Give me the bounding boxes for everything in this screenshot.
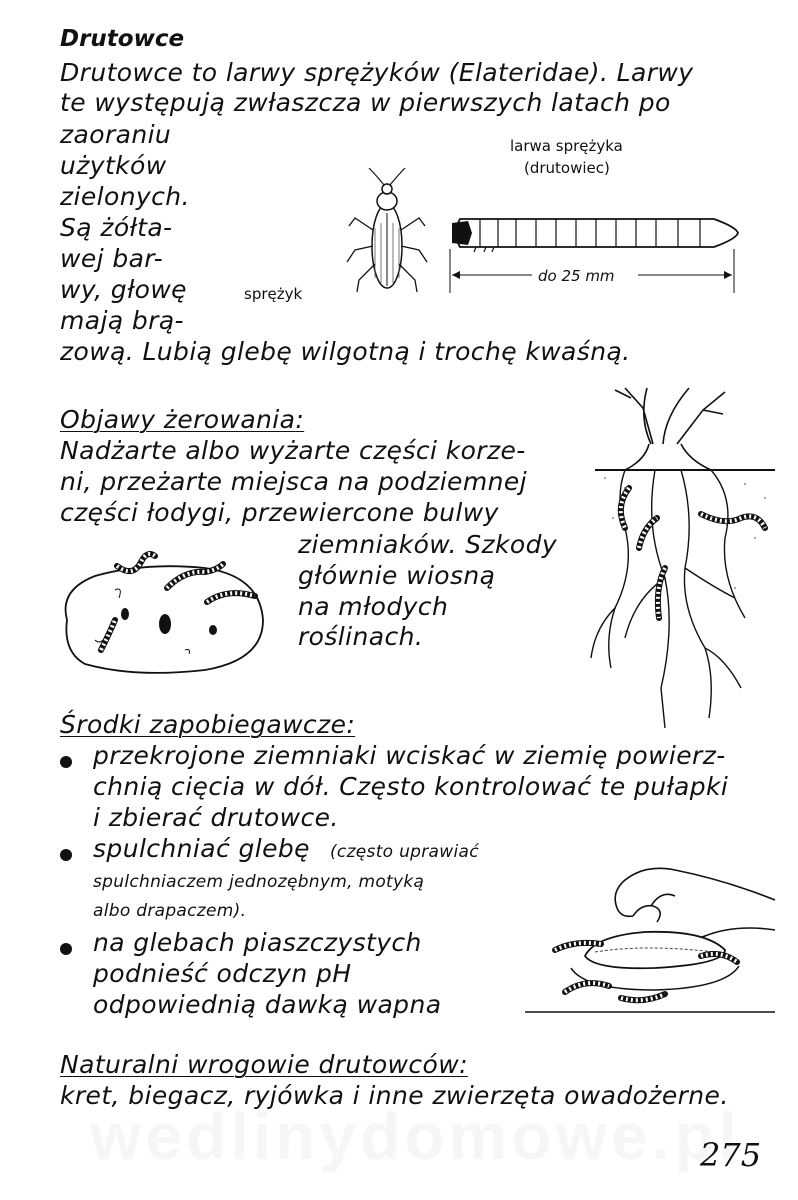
section-title: Drutowce xyxy=(60,26,185,52)
symptoms-indented-4: roślinach. xyxy=(298,622,424,651)
enemies-heading: Naturalni wrogowie drutowców: xyxy=(60,1050,468,1079)
intro-last-line: zową. Lubią glebę wilgotną i trochę kwaśną. xyxy=(60,337,631,366)
larva-label-line-1: larwa sprężyka xyxy=(510,137,623,155)
symptoms-line-1: Nadżarte albo wyżarte części korze- xyxy=(60,436,526,465)
larva-label-line-2: (drutowiec) xyxy=(524,159,610,177)
bullet-1-marker xyxy=(60,756,72,768)
bullet-1-line-1: przekrojone ziemniaki wciskać w ziemię powierz- xyxy=(93,741,726,770)
bullet-2-note-line-2: spulchniaczem jednozębnym, motyką xyxy=(93,872,425,892)
plant-roots-drawing xyxy=(585,388,785,728)
page-number: 275 xyxy=(700,1136,762,1174)
intro-narrow-4: Są żółta- xyxy=(60,213,173,242)
bullet-2-marker xyxy=(60,849,72,861)
beetle-label: sprężyk xyxy=(244,285,303,303)
intro-narrow-1: zaoraniu xyxy=(60,120,172,149)
symptoms-indented-3: na młodych xyxy=(298,592,449,621)
intro-line-1: Drutowce to larwy sprężyków (Elateridae). Larwy xyxy=(60,58,694,87)
dimension-label: do 25 mm xyxy=(538,267,615,285)
watermark xyxy=(90,1098,741,1174)
enemies-text: kret, biegacz, ryjówka i inne zwierzęta owadożerne. xyxy=(60,1081,729,1110)
symptoms-heading: Objawy żerowania: xyxy=(60,405,305,434)
bullet-3-line-3: odpowiednią dawką wapna xyxy=(93,990,442,1019)
intro-line-2: te występują zwłaszcza w pierwszych latach po xyxy=(60,88,671,117)
symptoms-indented-2: głównie wiosną xyxy=(298,561,496,590)
bullet-3-marker xyxy=(60,943,72,955)
bullet-2-main: spulchniać glebę xyxy=(93,834,310,863)
damaged-potato-drawing xyxy=(55,560,270,680)
bullet-2-note-line-3: albo drapaczem). xyxy=(93,901,247,921)
intro-narrow-3: zielonych. xyxy=(60,182,190,211)
bullet-1-line-2: chnią cięcia w dół. Często kontrolować te pułapki xyxy=(93,772,729,801)
intro-narrow-6: wy, głowę xyxy=(60,275,187,304)
bullet-3-line-1: na glebach piaszczystych xyxy=(93,928,422,957)
prevention-heading: Środki zapobiegawcze: xyxy=(60,710,356,739)
symptoms-indented-1: ziemniaków. Szkody xyxy=(298,530,558,559)
bullet-3-line-2: podnieść odczyn pH xyxy=(93,959,352,988)
bullet-2-note-line-1: (często uprawiać xyxy=(330,842,479,862)
bullet-1-line-3: i zbierać drutowce. xyxy=(93,803,339,832)
intro-narrow-2: użytków xyxy=(60,151,167,180)
click-beetle-drawing xyxy=(335,168,445,308)
wireworm-larva-drawing xyxy=(446,205,746,295)
intro-narrow-7: mają brą- xyxy=(60,306,184,335)
symptoms-line-2: ni, przeżarte miejsca na podziemnej xyxy=(60,467,527,496)
intro-narrow-5: wej bar- xyxy=(60,244,164,273)
symptoms-line-3: części łodygi, przewiercone bulwy xyxy=(60,498,499,527)
potato-trap-drawing xyxy=(525,860,775,1020)
